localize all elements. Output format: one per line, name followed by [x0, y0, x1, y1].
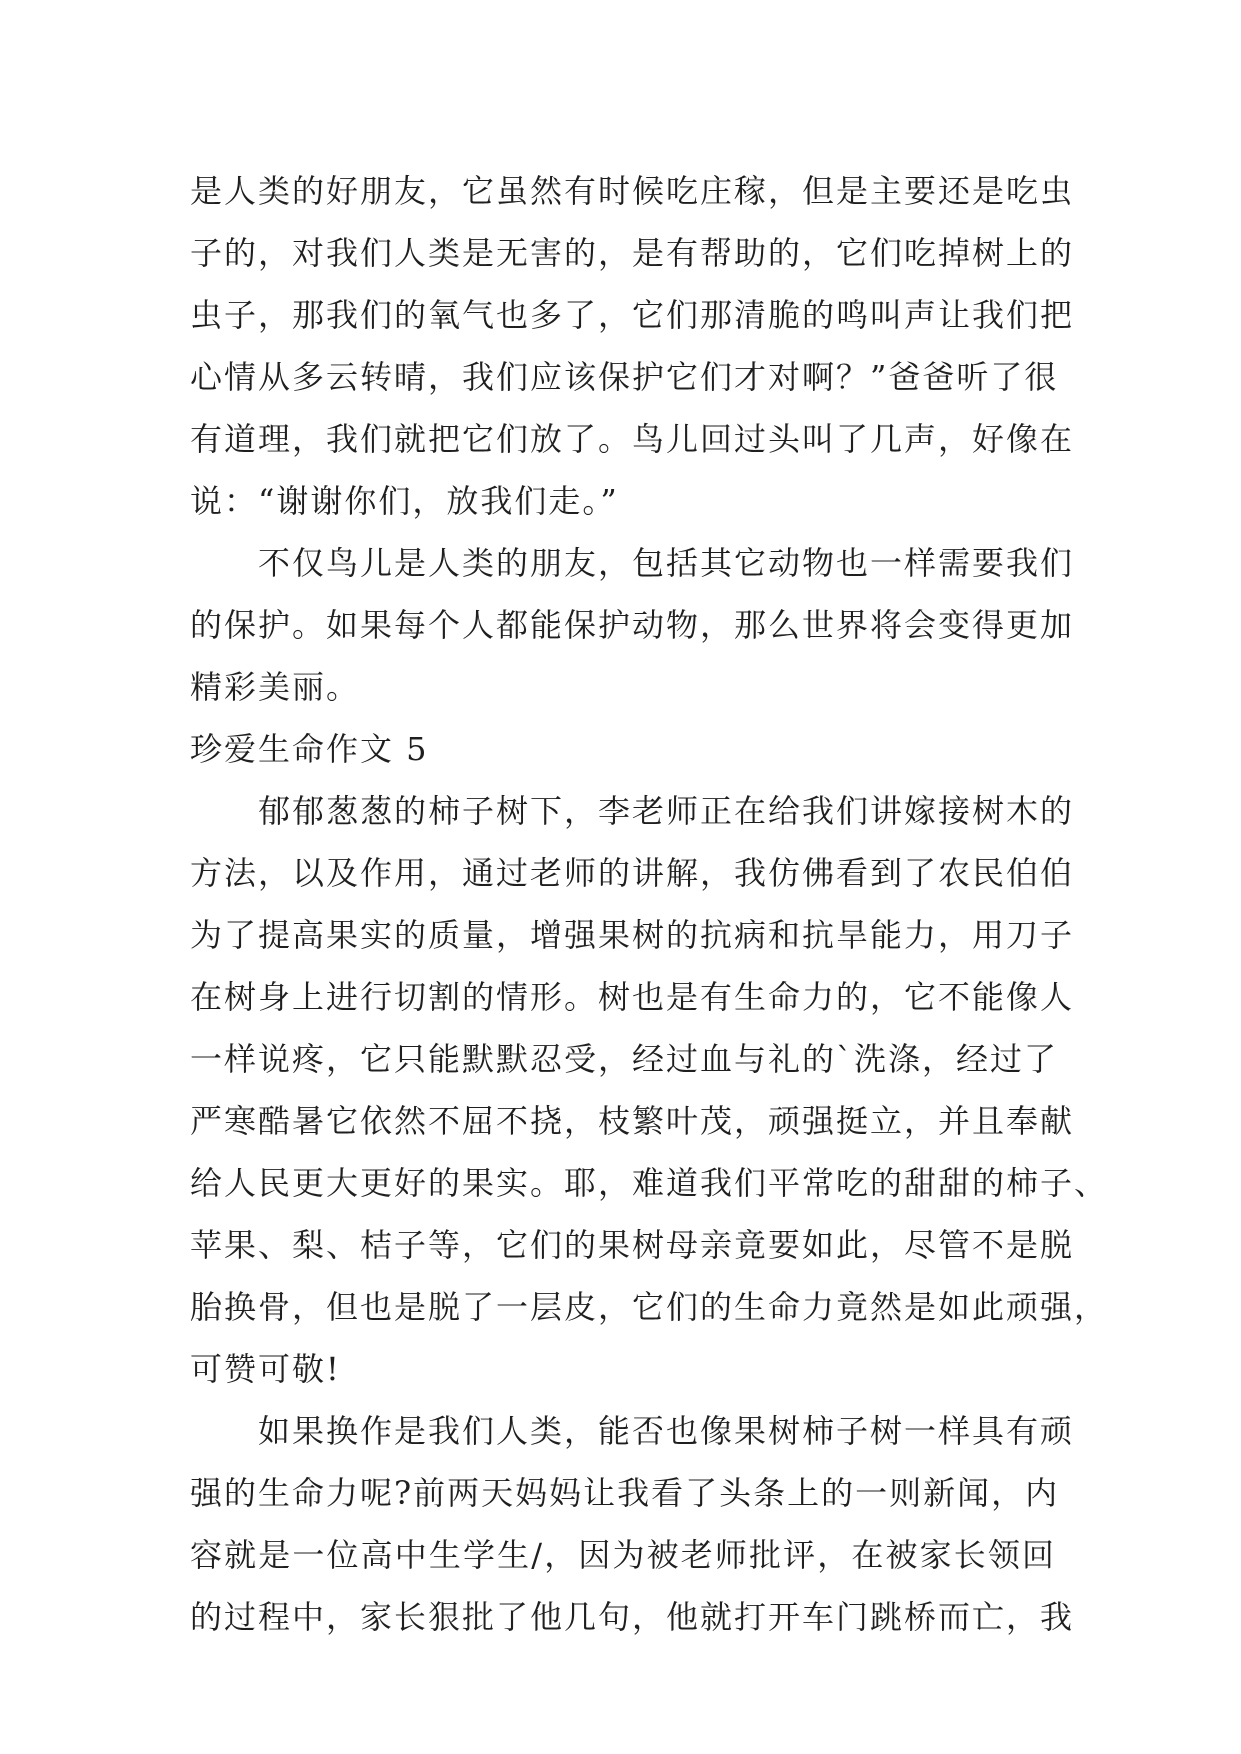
- text-line: 苹果、梨、桔子等，它们的果树母亲竟要如此，尽管不是脱: [190, 1226, 1075, 1264]
- text-line: 胎换骨，但也是脱了一层皮，它们的生命力竟然是如此顽强，: [190, 1288, 1109, 1326]
- document-body: [190, 160, 1109, 1648]
- text-line: 虫子，那我们的氧气也多了，它们那清脆的鸣叫声让我们把: [190, 296, 1075, 334]
- text-line: 精彩美丽。: [190, 668, 361, 706]
- text-line: 子的，对我们人类是无害的，是有帮助的，它们吃掉树上的: [190, 234, 1075, 272]
- text-line: 郁郁葱葱的柿子树下，李老师正在给我们讲嫁接树木的: [258, 792, 1075, 830]
- text-line: 一样说疼，它只能默默忍受，经过血与礼的`洗涤，经过了: [190, 1040, 1059, 1078]
- paragraph-4: [190, 1400, 1075, 1648]
- paragraph-3: [190, 780, 1109, 1400]
- text-line: 可赞可敬!: [190, 1350, 341, 1388]
- text-line: 的保护。如果每个人都能保护动物，那么世界将会变得更加: [190, 606, 1075, 644]
- text-line: 在树身上进行切割的情形。树也是有生命力的，它不能像人: [190, 978, 1075, 1016]
- text-line: 方法，以及作用，通过老师的讲解，我仿佛看到了农民伯伯: [190, 854, 1075, 892]
- text-line: 的过程中，家长狠批了他几句，他就打开车门跳桥而亡，我: [190, 1598, 1075, 1636]
- text-line: 严寒酷暑它依然不屈不挠，枝繁叶茂，顽强挺立，并且奉献: [190, 1102, 1075, 1140]
- text-line: 有道理，我们就把它们放了。鸟儿回过头叫了几声，好像在: [190, 420, 1075, 458]
- paragraph-2: [190, 532, 1075, 718]
- text-line: 如果换作是我们人类，能否也像果树柿子树一样具有顽: [258, 1412, 1075, 1450]
- paragraph-1: [190, 160, 1075, 532]
- section-heading: 珍爱生命作文 5: [190, 730, 429, 768]
- text-line: 说：“谢谢你们，放我们走。”: [190, 482, 619, 520]
- text-line: 心情从多云转晴，我们应该保护它们才对啊？”爸爸听了很: [190, 358, 1059, 396]
- text-line: 容就是一位高中生学生/，因为被老师批评，在被家长领回: [190, 1536, 1056, 1574]
- text-line: 为了提高果实的质量，增强果树的抗病和抗旱能力，用刀子: [190, 916, 1075, 954]
- text-line: 强的生命力呢?前两天妈妈让我看了头条上的一则新闻，内: [190, 1474, 1060, 1512]
- text-line: 是人类的好朋友，它虽然有时候吃庄稼，但是主要还是吃虫: [190, 172, 1075, 210]
- text-line: 给人民更大更好的果实。耶，难道我们平常吃的甜甜的柿子、: [190, 1164, 1109, 1202]
- text-line: 不仅鸟儿是人类的朋友，包括其它动物也一样需要我们: [258, 544, 1075, 582]
